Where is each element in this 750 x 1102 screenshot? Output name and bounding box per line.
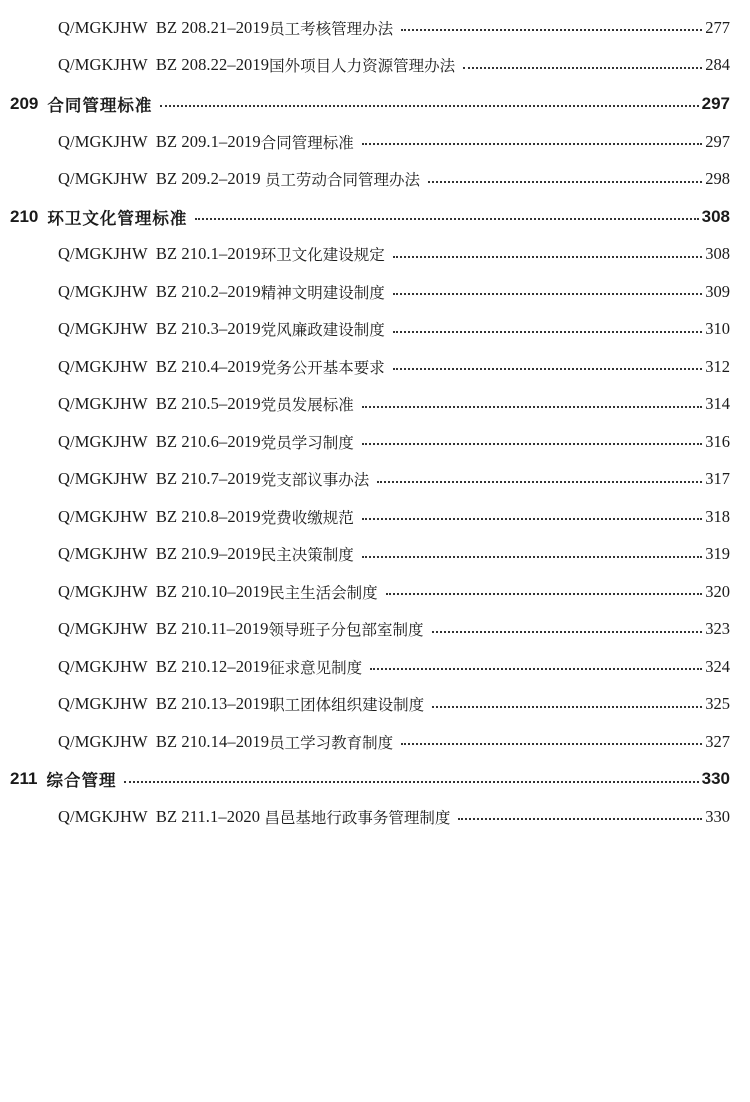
standard-code: Q/MGKJHW BZ 210.14–2019 [58,731,270,751]
entry-title: 领导班子分包部室制度 [268,621,424,640]
dot-leader [160,104,698,107]
toc-entry[interactable] [0,9,750,47]
dot-leader [401,742,702,745]
dot-leader [428,180,702,183]
page-number: 297 [705,131,730,151]
entry-title: 员工劳动合同管理办法 [264,171,420,190]
standard-code: Q/MGKJHW BZ 210.1–2019 [58,244,261,264]
page-number: 327 [705,731,730,751]
toc-entry[interactable] [0,648,750,686]
page-number: 284 [705,55,730,75]
standard-code: Q/MGKJHW BZ 210.5–2019 [58,394,261,414]
entry-title: 党员学习制度 [260,433,354,452]
standard-code: Q/MGKJHW BZ 210.8–2019 [58,506,261,526]
standard-code: Q/MGKJHW BZ 210.12–2019 [58,656,270,676]
toc-entry[interactable] [0,686,750,724]
toc-entry[interactable] [0,386,750,424]
section-title: 合同管理标准 [47,95,153,115]
dot-leader [393,330,702,333]
dot-leader [124,780,698,783]
page-number: 319 [705,544,730,564]
dot-leader [463,66,702,69]
toc-entry[interactable] [0,573,750,611]
page-number: 308 [701,206,730,226]
page-number: 310 [705,319,730,339]
toc-entry[interactable] [0,273,750,311]
entry-title: 民主生活会制度 [269,583,378,602]
page-number: 298 [705,169,730,189]
dot-leader [458,817,702,820]
toc-section[interactable] [0,761,750,799]
entry-title: 昌邑基地行政事务管理制度 [264,808,451,827]
standard-code: Q/MGKJHW BZ 208.22–2019 [58,55,270,75]
entry-title: 精神文明建设制度 [260,283,385,302]
table-of-contents [0,9,750,836]
page-number: 323 [705,619,730,639]
entry-title: 环卫文化建设规定 [260,246,385,265]
page-number: 318 [705,506,730,526]
dot-leader [386,592,703,595]
toc-entry[interactable] [0,536,750,574]
standard-code: Q/MGKJHW BZ 211.1–2020 [58,806,265,826]
toc-entry[interactable] [0,461,750,499]
standard-code: Q/MGKJHW BZ 210.4–2019 [58,356,261,376]
page-number: 312 [705,356,730,376]
toc-entry[interactable] [0,161,750,199]
toc-entry[interactable] [0,423,750,461]
toc-entry[interactable] [0,348,750,386]
dot-leader [362,442,702,445]
dot-leader [393,255,702,258]
dot-leader [393,367,702,370]
standard-code: Q/MGKJHW BZ 208.21–2019 [58,17,270,37]
page-number: 324 [705,656,730,676]
toc-entry[interactable] [0,498,750,536]
toc-section[interactable] [0,198,750,236]
page-number: 314 [705,394,730,414]
toc-entry[interactable] [0,311,750,349]
entry-title: 民主决策制度 [260,546,354,565]
entry-title: 员工学习教育制度 [269,733,394,752]
section-title: 环卫文化管理标准 [47,208,188,228]
entry-title: 员工考核管理办法 [269,19,394,38]
dot-leader [432,630,703,633]
dot-leader [401,28,702,31]
entry-title: 党风廉政建设制度 [260,321,385,340]
page-number: 325 [705,694,730,714]
dot-leader [393,292,702,295]
entry-title: 党员发展标准 [260,396,354,415]
entry-title: 合同管理标准 [260,133,354,152]
standard-code: Q/MGKJHW BZ 210.9–2019 [58,544,261,564]
section-number: 211 [10,769,38,789]
page-number: 320 [705,581,730,601]
section-number: 209 [10,93,39,113]
page-number: 277 [705,17,730,37]
page-number: 330 [701,769,730,789]
standard-code: Q/MGKJHW BZ 209.2–2019 [58,169,265,189]
standard-code: Q/MGKJHW BZ 210.2–2019 [58,281,261,301]
page-number: 297 [701,93,730,113]
dot-leader [362,555,702,558]
section-number: 210 [10,206,39,226]
entry-title: 国外项目人力资源管理办法 [269,57,456,76]
section-title: 综合管理 [46,771,117,791]
dot-leader [377,480,702,483]
toc-entry[interactable] [0,47,750,85]
dot-leader [362,405,702,408]
page-number: 317 [705,469,730,489]
standard-code: Q/MGKJHW BZ 210.13–2019 [58,694,270,714]
toc-entry[interactable] [0,611,750,649]
page-number: 330 [705,806,730,826]
entry-title: 征求意见制度 [269,658,363,677]
dot-leader [362,142,702,145]
page-number: 309 [705,281,730,301]
toc-section[interactable] [0,84,750,123]
entry-title: 党务公开基本要求 [260,358,385,377]
page-number: 316 [705,431,730,451]
entry-title: 党支部议事办法 [260,471,370,490]
dot-leader [370,667,702,670]
toc-entry[interactable] [0,723,750,761]
standard-code: Q/MGKJHW BZ 209.1–2019 [58,131,261,151]
page-number: 308 [705,244,730,264]
standard-code: Q/MGKJHW BZ 210.3–2019 [58,319,261,339]
dot-leader [432,705,702,708]
standard-code: Q/MGKJHW BZ 210.10–2019 [58,581,270,601]
standard-code: Q/MGKJHW BZ 210.11–2019 [58,619,269,639]
standard-code: Q/MGKJHW BZ 210.6–2019 [58,431,261,451]
toc-entry[interactable] [0,236,750,274]
entry-title: 职工团体组织建设制度 [269,696,425,715]
entry-title: 党费收缴规范 [260,508,354,527]
dot-leader [195,217,698,220]
dot-leader [362,517,702,520]
toc-entry[interactable] [0,123,750,161]
toc-entry[interactable] [0,798,750,836]
standard-code: Q/MGKJHW BZ 210.7–2019 [58,469,261,489]
